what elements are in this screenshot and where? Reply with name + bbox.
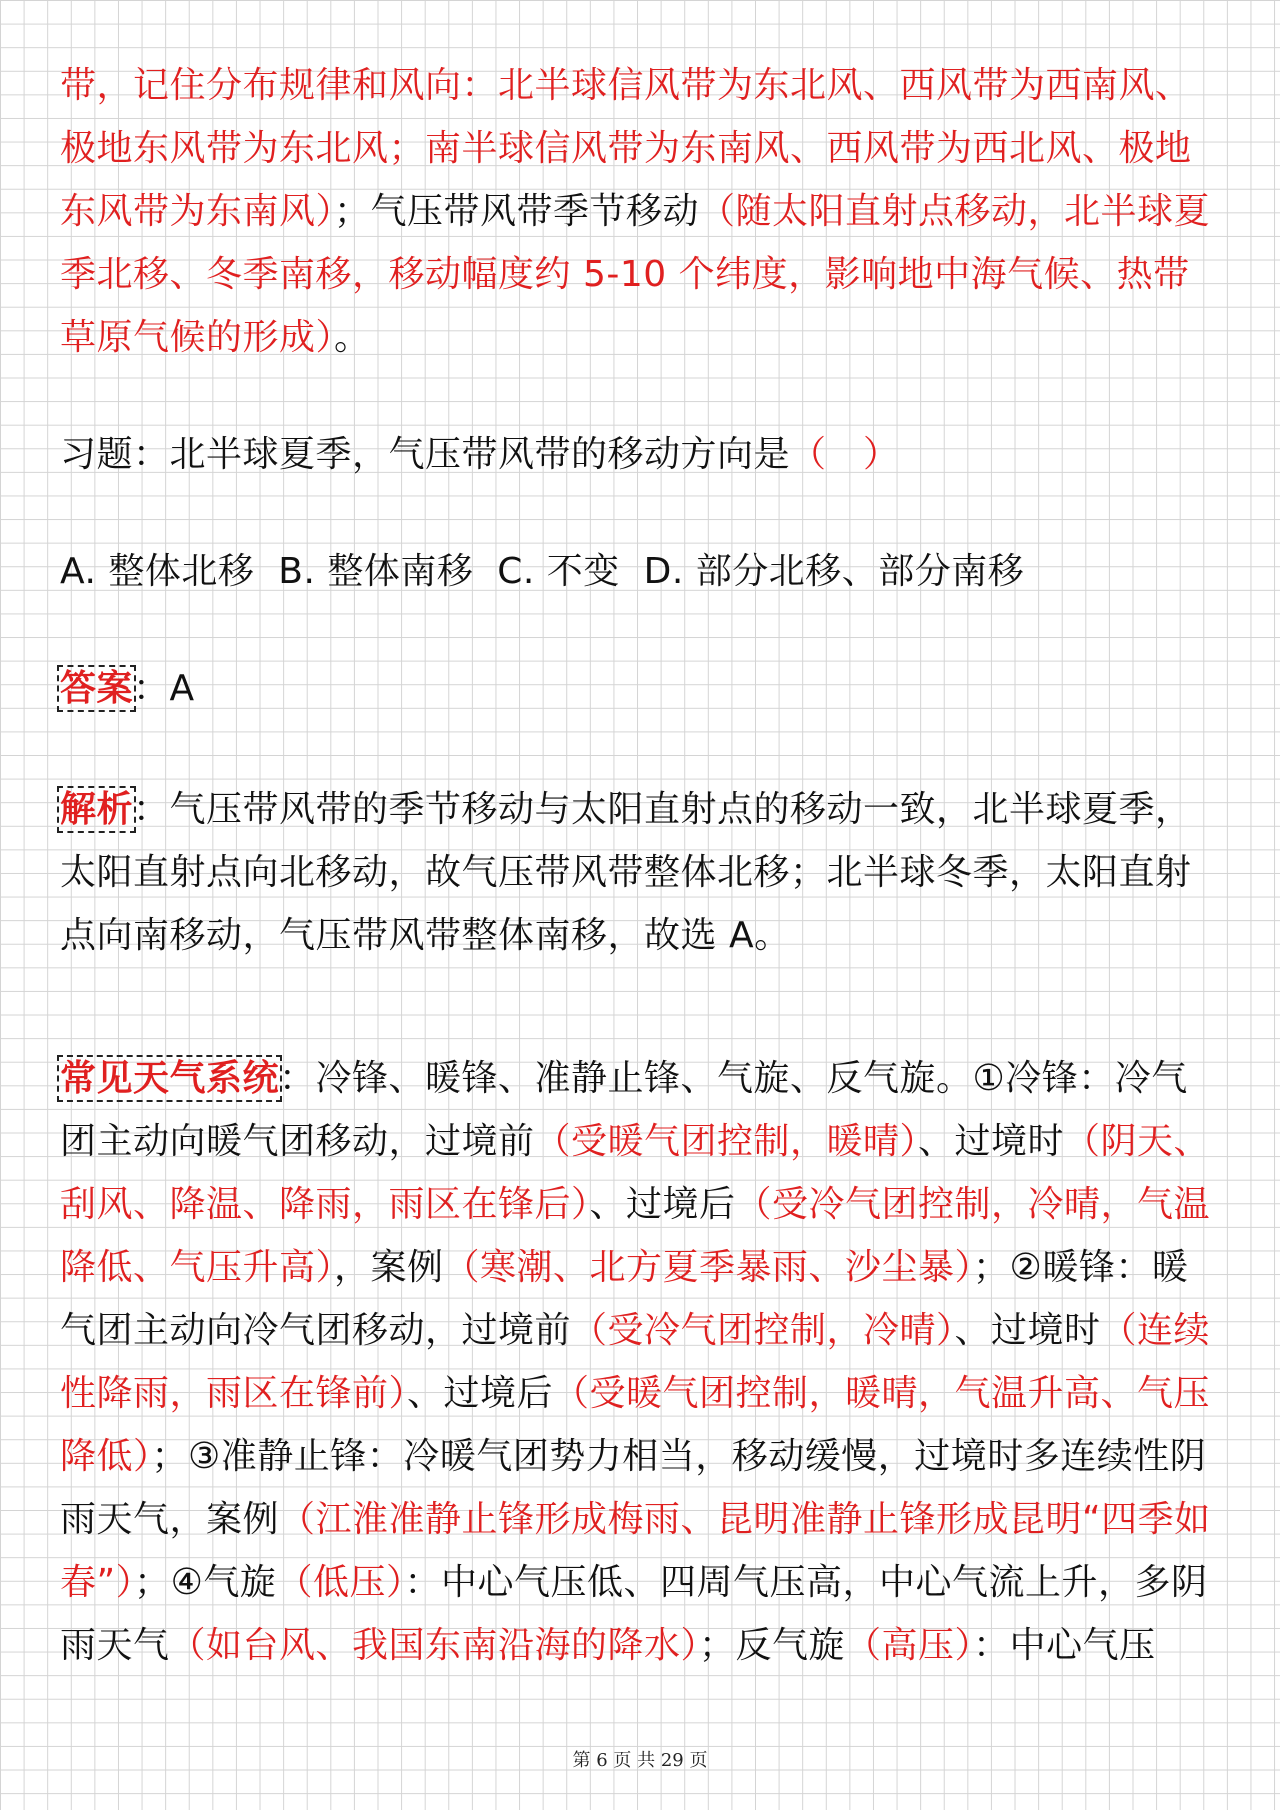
answer-text: ：A [133,668,195,709]
weather-seg: （如台风、我国东南沿海的降水） [169,1625,700,1666]
weather-seg: （低压） [276,1562,405,1603]
page-content [60,54,1220,1677]
weather-systems-paragraph [60,1047,1220,1677]
weather-seg: ；③准静止锋：冷暖气团势力相当，移动缓慢，过境时多连续性阴雨天气，案例 [60,1436,1207,1540]
intro-paragraph [60,54,1220,369]
weather-seg: 、过境后 [589,1184,736,1225]
weather-seg: ；②暖锋：暖气团主动向冷气团移动，过境前 [60,1247,1189,1351]
weather-seg: 、过境时 [954,1310,1101,1351]
answer-line [60,657,1220,720]
weather-seg: ，案例 [334,1247,444,1288]
intro-seg: ；气压带风带季节移动 [334,191,700,232]
analysis-tag: 解析 [60,789,134,830]
intro-seg: 。 [334,317,371,358]
exercise-question [60,423,1220,486]
weather-seg: （受暖气团控制，暖晴） [534,1121,919,1162]
exercise-options: A. 整体北移 B. 整体南移 C. 不变 D. 部分北移、部分南移 [60,551,1025,592]
weather-seg: ；反气旋 [699,1625,846,1666]
weather-seg: ：中心气压 [973,1625,1156,1666]
weather-seg: （受暖气团控制，暖晴，气温升高、气压降低） [60,1373,1211,1477]
weather-seg: （受冷气团控制，冷晴） [571,1310,955,1351]
page-footer: 第 6 页 共 29 页 [572,1750,708,1771]
weather-seg: （江淮准静止锋形成梅雨、昆明准静止锋形成昆明“四季如春”） [60,1499,1211,1603]
analysis-text: ：气压带风带的季节移动与太阳直射点的移动一致，北半球夏季，太阳直射点向北移动，故气压带风带整体北移；北半球冬季，太阳直射点向南移动，气压带风带整体南移，故选 A。 [60,789,1192,956]
answer-blank: （ ） [790,434,900,475]
weather-seg: （寒潮、北方夏季暴雨、沙尘暴） [443,1247,974,1288]
weather-seg: 、过境后 [407,1373,554,1414]
weather-seg: （受冷气团控制，冷晴，气温降低、气压升高） [60,1184,1211,1288]
intro-seg: 带，记住分布规律和风向：北半球信风带为东北风、西风带为西南风、极地东风带为东北风；南半球信风带为东南风、西风带为西北风、极地东风带为东南风） [60,65,1192,232]
weather-seg: （高压） [845,1625,974,1666]
intro-seg: （随太阳直射点移动，北半球夏季北移、冬季南移，移动幅度约 5-10 个纬度，影响地中海气候、热带草原气候的形成） [60,191,1211,358]
weather-systems-tag: 常见天气系统 [60,1058,280,1099]
analysis-paragraph [60,778,1220,967]
weather-seg: 、过境时 [918,1121,1065,1162]
weather-seg: （阴天、刮风、降温、降雨，雨区在锋后） [60,1121,1211,1225]
weather-seg: ；④气旋 [134,1562,277,1603]
weather-seg: （连续性降雨，雨区在锋前） [60,1310,1211,1414]
answer-tag: 答案 [60,668,134,709]
question-text: 习题：北半球夏季，气压带风带的移动方向是 [60,434,791,475]
weather-seg: ：冷锋、暖锋、准静止锋、气旋、反气旋。①冷锋：冷气团主动向暖气团移动，过境前 [60,1058,1188,1162]
weather-seg: ：中心气压低、四周气压高，中心气流上升，多阴雨天气 [60,1562,1208,1666]
